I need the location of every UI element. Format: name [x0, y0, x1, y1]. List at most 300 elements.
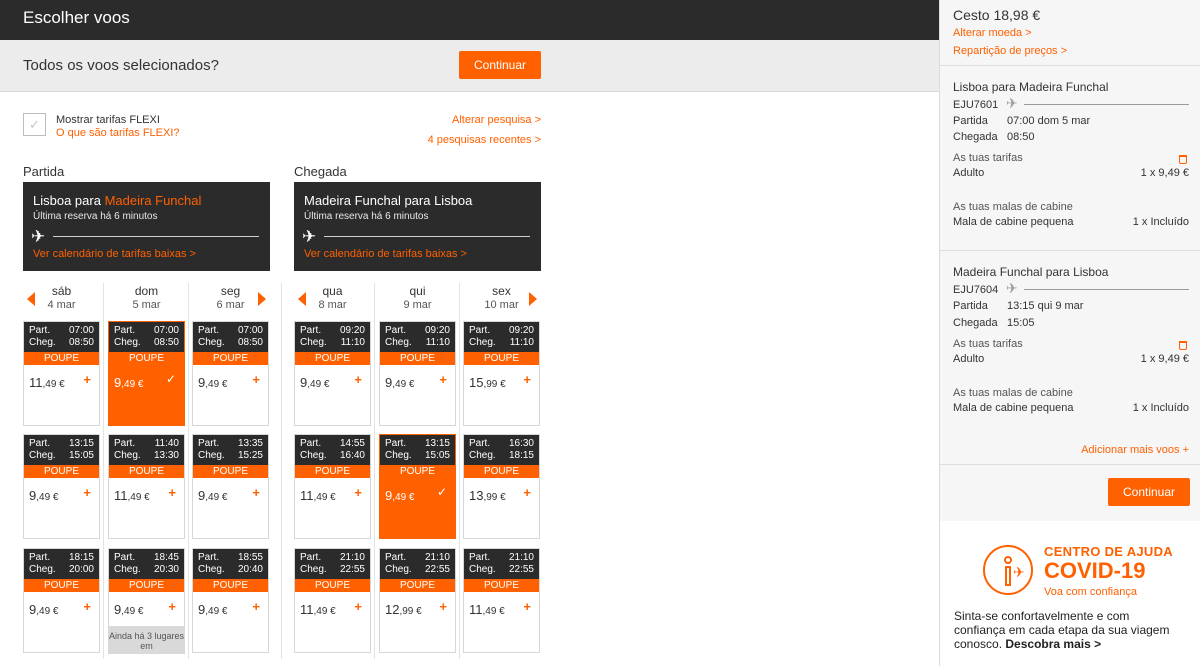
departure-time: 13:35	[237, 438, 263, 449]
leg1-dep-label: Partida	[953, 115, 988, 127]
fare-price	[114, 488, 150, 503]
arrival-row	[198, 564, 263, 576]
departure-row	[300, 438, 365, 450]
arrival-row	[469, 450, 534, 462]
departure-row	[198, 325, 263, 337]
price-integer: 9	[114, 375, 122, 390]
plus-icon[interactable]: +	[354, 485, 362, 500]
fare-price	[114, 375, 143, 390]
departure-label: Part.	[198, 552, 220, 563]
arrival-row	[29, 337, 94, 349]
info-bar	[1005, 566, 1011, 586]
plus-icon[interactable]: +	[523, 485, 531, 500]
fare-price	[300, 375, 329, 390]
flexi-info-link[interactable]: O que são tarifas FLEXI?	[56, 127, 180, 139]
departure-row	[198, 552, 263, 564]
fare-price	[469, 375, 506, 390]
price-integer: 9	[198, 602, 206, 617]
arrival-label: Cheg.	[385, 450, 412, 461]
departure-label: Part.	[300, 552, 322, 563]
info-dot	[1004, 556, 1012, 564]
departure-row	[385, 552, 450, 564]
header-bar	[0, 0, 939, 40]
fare-price	[29, 375, 65, 390]
plus-icon[interactable]: +	[439, 372, 447, 387]
arrival-label: Cheg.	[300, 450, 327, 461]
day-name: qua	[322, 284, 343, 298]
leg1-bag-item: Mala de cabine pequena	[953, 216, 1074, 228]
leg2-arr-value: 15:05	[1007, 317, 1035, 329]
arrival-label: Cheg.	[29, 337, 56, 348]
flight-card[interactable]	[23, 321, 100, 426]
flight-times	[380, 435, 455, 465]
fare-price	[29, 602, 58, 617]
plus-icon[interactable]: +	[83, 485, 91, 500]
flight-card[interactable]	[192, 434, 269, 539]
fare-badge: POUPE	[109, 465, 184, 478]
flexi-label: Mostrar tarifas FLEXI	[56, 114, 160, 126]
flight-card[interactable]	[294, 548, 371, 653]
day-date: 4 mar	[47, 299, 76, 311]
route-line	[1024, 104, 1189, 105]
arrival-row	[198, 450, 263, 462]
departure-time: 14:55	[339, 438, 365, 449]
flight-card[interactable]	[192, 548, 269, 653]
inbound-day-column	[294, 283, 371, 659]
arrival-label: Cheg.	[198, 337, 225, 348]
flight-card[interactable]	[192, 321, 269, 426]
plus-icon[interactable]: +	[354, 372, 362, 387]
divider	[940, 65, 1200, 66]
price-integer: 11	[114, 488, 128, 503]
arrival-label: Cheg.	[114, 450, 141, 461]
continue-button-basket[interactable]: Continuar	[1108, 478, 1190, 506]
leg2-arr-label: Chegada	[953, 317, 998, 329]
route-line	[53, 236, 259, 237]
covid-title: COVID-19	[1044, 558, 1146, 583]
departure-time: 21:10	[424, 552, 450, 563]
price-cents: ,49 €	[392, 379, 415, 390]
flight-times	[380, 322, 455, 352]
day-name: qui	[409, 284, 426, 298]
alter-search-link[interactable]: Alterar pesquisa >	[452, 114, 541, 126]
leg1-pax-value: 1 x 9,49 €	[1140, 167, 1189, 179]
flight-card[interactable]	[379, 321, 456, 426]
arrival-row	[300, 337, 365, 349]
flight-card[interactable]	[463, 434, 540, 539]
fare-badge: POUPE	[193, 352, 268, 365]
check-icon[interactable]: ✓	[436, 485, 447, 499]
inbound-calendar-link[interactable]: Ver calendário de tarifas baixas >	[304, 248, 467, 260]
flight-card[interactable]	[23, 548, 100, 653]
help-body	[954, 609, 1184, 651]
leg2-pax-label: Adulto	[953, 353, 985, 365]
day-name: dom	[134, 284, 159, 298]
price-integer: 9	[29, 488, 37, 503]
column-divider	[281, 283, 282, 659]
price-integer: 11	[29, 375, 43, 390]
departure-row	[469, 438, 534, 450]
departure-row	[300, 325, 365, 337]
outbound-route-box	[23, 182, 270, 271]
arrival-time: 11:10	[509, 337, 534, 348]
departure-time: 21:10	[339, 552, 365, 563]
arrival-time: 20:30	[153, 564, 179, 575]
arrival-time: 08:50	[68, 337, 94, 348]
flight-card[interactable]	[379, 548, 456, 653]
departure-label: Part.	[385, 325, 407, 336]
flight-card[interactable]	[294, 434, 371, 539]
arrival-row	[198, 337, 263, 349]
inbound-heading: Chegada	[294, 164, 347, 179]
help-subtitle: Voa com confiança	[1044, 586, 1137, 598]
price-cents: ,49 €	[36, 606, 59, 617]
fare-badge: POUPE	[380, 579, 455, 592]
arrival-time: 20:40	[237, 564, 263, 575]
arrival-row	[300, 564, 365, 576]
departure-row	[29, 438, 94, 450]
plane-icon: ✈	[31, 227, 46, 246]
delete-icon[interactable]	[1179, 155, 1187, 164]
departure-time: 21:10	[508, 552, 534, 563]
leg1-dep-value: 07:00 dom 5 mar	[1007, 115, 1091, 127]
price-cents: ,49 €	[313, 492, 336, 503]
arrival-time: 15:25	[237, 450, 263, 461]
selection-message: Todos os voos selecionados?	[23, 57, 219, 74]
departure-label: Part.	[198, 438, 220, 449]
leg2-bag-value: 1 x Incluído	[1132, 402, 1189, 414]
arrival-label: Cheg.	[29, 450, 56, 461]
divider	[940, 250, 1200, 251]
departure-time: 13:15	[424, 438, 450, 449]
fare-badge: POUPE	[24, 352, 99, 365]
route-line	[324, 236, 530, 237]
fare-price	[300, 602, 336, 617]
flight-card[interactable]	[294, 321, 371, 426]
arrival-time: 13:30	[153, 450, 179, 461]
price-cents: ,49 €	[121, 606, 144, 617]
flight-card[interactable]	[463, 321, 540, 426]
flight-times	[380, 549, 455, 579]
leg2-fares-label: As tuas tarifas	[953, 338, 1023, 350]
page-title: Escolher voos	[23, 8, 130, 27]
leg2-bag-item: Mala de cabine pequena	[953, 402, 1074, 414]
fare-badge: POUPE	[193, 579, 268, 592]
price-cents: ,99 €	[483, 492, 506, 503]
price-integer: 11	[300, 602, 314, 617]
price-cents: ,49 €	[313, 606, 336, 617]
plus-icon[interactable]: +	[83, 599, 91, 614]
outbound-calendar-link[interactable]: Ver calendário de tarifas baixas >	[33, 248, 196, 260]
fare-badge: POUPE	[464, 465, 539, 478]
price-integer: 9	[29, 602, 37, 617]
arrival-label: Cheg.	[469, 564, 496, 575]
arrival-label: Cheg.	[198, 450, 225, 461]
inbound-last-booking: Última reserva há 6 minutos	[304, 211, 429, 222]
departure-time: 18:45	[153, 552, 179, 563]
fare-badge: POUPE	[24, 465, 99, 478]
add-more-flights-link[interactable]: Adicionar mais voos +	[1081, 444, 1189, 456]
price-cents: ,49 €	[205, 492, 228, 503]
price-integer: 11	[300, 488, 314, 503]
day-name: sáb	[51, 284, 72, 298]
arrival-label: Cheg.	[469, 337, 496, 348]
departure-row	[385, 438, 450, 450]
departure-row	[114, 438, 179, 450]
plane-icon: ✈	[302, 227, 317, 246]
seats-left-note: Ainda há 3 lugares em	[108, 626, 185, 654]
basket-sidebar	[939, 0, 1200, 666]
arrival-label: Cheg.	[114, 564, 141, 575]
day-name: sex	[492, 284, 511, 298]
arrival-row	[114, 337, 179, 349]
departure-label: Part.	[114, 552, 136, 563]
plus-icon[interactable]: +	[252, 485, 260, 500]
recent-searches-link[interactable]: 4 pesquisas recentes >	[427, 134, 541, 146]
leg2-flight-number: EJU7604	[953, 284, 999, 296]
fare-badge: POUPE	[193, 465, 268, 478]
price-cents: ,49 €	[482, 606, 505, 617]
flight-times	[24, 435, 99, 465]
flight-card[interactable]	[108, 434, 185, 539]
departure-time: 18:15	[68, 552, 94, 563]
fare-badge: POUPE	[295, 579, 370, 592]
fare-badge: POUPE	[464, 579, 539, 592]
fare-price	[198, 488, 227, 503]
arrival-time: 16:40	[339, 450, 365, 461]
flight-times	[24, 549, 99, 579]
arrival-row	[385, 450, 450, 462]
price-cents: ,49 €	[307, 379, 330, 390]
flight-times	[193, 549, 268, 579]
arrival-row	[29, 450, 94, 462]
price-breakdown-link[interactable]: Repartição de preços >	[953, 45, 1068, 57]
plus-icon[interactable]: +	[523, 372, 531, 387]
fare-price	[385, 602, 422, 617]
flight-times	[464, 435, 539, 465]
arrival-time: 22:55	[424, 564, 450, 575]
plus-icon[interactable]: +	[439, 599, 447, 614]
arrival-time: 15:05	[424, 450, 450, 461]
fare-price	[385, 375, 414, 390]
departure-label: Part.	[469, 438, 491, 449]
leg1-route: Lisboa para Madeira Funchal	[953, 80, 1109, 94]
discover-more-link[interactable]: Descobra mais >	[1005, 637, 1102, 651]
arrival-label: Cheg.	[385, 564, 412, 575]
fare-badge: POUPE	[109, 352, 184, 365]
column-divider	[103, 283, 104, 659]
plus-icon[interactable]: +	[252, 372, 260, 387]
flight-times	[464, 549, 539, 579]
flight-card[interactable]	[379, 434, 456, 539]
column-divider	[374, 283, 375, 659]
departure-label: Part.	[29, 552, 51, 563]
departure-label: Part.	[300, 438, 322, 449]
outbound-route-from: Lisboa para	[33, 193, 105, 208]
flight-times	[295, 435, 370, 465]
departure-row	[198, 438, 263, 450]
outbound-heading: Partida	[23, 164, 65, 179]
column-divider	[188, 283, 189, 659]
plane-icon: ✈	[1006, 280, 1018, 296]
plus-icon[interactable]: +	[83, 372, 91, 387]
arrival-label: Cheg.	[385, 337, 412, 348]
price-integer: 15	[469, 375, 484, 390]
departure-row	[29, 325, 94, 337]
leg1-bag-value: 1 x Incluído	[1132, 216, 1189, 228]
price-cents: ,99 €	[399, 606, 422, 617]
plus-icon[interactable]: +	[168, 599, 176, 614]
departure-time: 07:00	[68, 325, 94, 336]
departure-time: 09:20	[508, 325, 534, 336]
fare-badge: POUPE	[380, 465, 455, 478]
arrival-time: 08:50	[237, 337, 263, 348]
departure-label: Part.	[198, 325, 220, 336]
arrival-time: 15:05	[68, 450, 94, 461]
fare-badge: POUPE	[109, 579, 184, 592]
arrival-row	[114, 450, 179, 462]
leg2-dep-value: 13:15 qui 9 mar	[1007, 300, 1084, 312]
price-integer: 9	[385, 488, 393, 503]
arrival-label: Cheg.	[300, 564, 327, 575]
column-divider	[459, 283, 460, 659]
leg2-bags-label: As tuas malas de cabine	[953, 387, 1073, 399]
leg1-arr-value: 08:50	[1007, 131, 1035, 143]
leg2-route: Madeira Funchal para Lisboa	[953, 265, 1109, 279]
flight-times	[109, 549, 184, 579]
departure-label: Part.	[469, 325, 491, 336]
arrival-row	[385, 337, 450, 349]
fare-badge: POUPE	[380, 352, 455, 365]
departure-label: Part.	[114, 438, 136, 449]
day-date: 10 mar	[484, 299, 519, 311]
departure-time: 07:00	[237, 325, 263, 336]
outbound-day-column	[108, 283, 185, 659]
change-currency-link[interactable]: Alterar moeda >	[953, 27, 1032, 39]
plus-icon[interactable]: +	[523, 599, 531, 614]
leg1-arr-label: Chegada	[953, 131, 998, 143]
departure-time: 18:55	[237, 552, 263, 563]
fare-badge: POUPE	[24, 579, 99, 592]
price-integer: 13	[469, 488, 484, 503]
flight-times	[295, 322, 370, 352]
fare-price	[300, 488, 336, 503]
arrival-time: 11:10	[425, 337, 450, 348]
departure-row	[114, 325, 179, 337]
price-cents: ,49 €	[205, 606, 228, 617]
departure-label: Part.	[29, 438, 51, 449]
plane-icon: ✈	[1013, 564, 1025, 580]
arrival-label: Cheg.	[198, 564, 225, 575]
flight-times	[193, 435, 268, 465]
arrival-row	[469, 337, 534, 349]
price-cents: ,49 €	[127, 492, 150, 503]
fare-price	[29, 488, 58, 503]
help-info-icon	[983, 545, 1033, 595]
leg1-fares-label: As tuas tarifas	[953, 152, 1023, 164]
arrival-time: 20:00	[68, 564, 94, 575]
arrival-label: Cheg.	[300, 337, 327, 348]
day-date: 9 mar	[403, 299, 432, 311]
arrival-label: Cheg.	[469, 450, 496, 461]
inbound-route-title: Madeira Funchal para Lisboa	[304, 193, 473, 208]
leg2-dep-label: Partida	[953, 300, 988, 312]
flexi-checkbox[interactable]: ✓	[23, 113, 46, 136]
day-date: 5 mar	[132, 299, 161, 311]
departure-row	[29, 552, 94, 564]
flight-times	[109, 322, 184, 352]
inbound-day-column	[463, 283, 540, 659]
price-cents: ,49 €	[121, 379, 144, 390]
inbound-day-column	[379, 283, 456, 659]
inbound-route-box	[294, 182, 541, 271]
arrival-row	[300, 450, 365, 462]
departure-row	[469, 552, 534, 564]
departure-label: Part.	[385, 438, 407, 449]
continue-button-top[interactable]: Continuar	[459, 51, 541, 79]
price-cents: ,99 €	[483, 379, 506, 390]
delete-icon[interactable]	[1179, 341, 1187, 350]
arrival-label: Cheg.	[114, 337, 141, 348]
outbound-last-booking: Última reserva há 6 minutos	[33, 211, 158, 222]
arrival-time: 18:15	[508, 450, 534, 461]
flight-card[interactable]	[463, 548, 540, 653]
arrival-row	[114, 564, 179, 576]
fare-badge: POUPE	[295, 352, 370, 365]
day-date: 8 mar	[318, 299, 347, 311]
day-date: 6 mar	[216, 299, 245, 311]
departure-row	[114, 552, 179, 564]
plus-icon[interactable]: +	[168, 485, 176, 500]
arrival-time: 08:50	[153, 337, 179, 348]
departure-time: 09:20	[339, 325, 365, 336]
leg1-bags-label: As tuas malas de cabine	[953, 201, 1073, 213]
flight-times	[24, 322, 99, 352]
departure-label: Part.	[29, 325, 51, 336]
divider	[940, 464, 1200, 465]
fare-price	[198, 602, 227, 617]
departure-label: Part.	[385, 552, 407, 563]
flight-card[interactable]	[23, 434, 100, 539]
plane-icon: ✈	[1006, 95, 1018, 111]
outbound-route-title	[33, 193, 201, 208]
price-integer: 9	[114, 602, 122, 617]
flight-card[interactable]	[108, 321, 185, 426]
flight-times	[464, 322, 539, 352]
plus-icon[interactable]: +	[252, 599, 260, 614]
price-cents: ,49 €	[42, 379, 65, 390]
plus-icon[interactable]: +	[354, 599, 362, 614]
departure-time: 07:00	[153, 325, 179, 336]
price-cents: ,49 €	[392, 492, 415, 503]
departure-row	[385, 325, 450, 337]
selection-bar	[0, 40, 939, 92]
day-name: seg	[220, 284, 241, 298]
basket-total: Cesto 18,98 €	[953, 7, 1041, 23]
departure-time: 09:20	[424, 325, 450, 336]
arrival-row	[469, 564, 534, 576]
check-icon[interactable]: ✓	[165, 372, 176, 386]
arrival-row	[29, 564, 94, 576]
arrival-time: 11:10	[340, 337, 365, 348]
arrival-row	[385, 564, 450, 576]
leg1-flight-number: EJU7601	[953, 99, 999, 111]
arrival-time: 22:55	[339, 564, 365, 575]
departure-time: 13:15	[68, 438, 94, 449]
help-title: CENTRO DE AJUDA	[1044, 544, 1173, 559]
price-integer: 9	[198, 488, 206, 503]
fare-badge: POUPE	[295, 465, 370, 478]
